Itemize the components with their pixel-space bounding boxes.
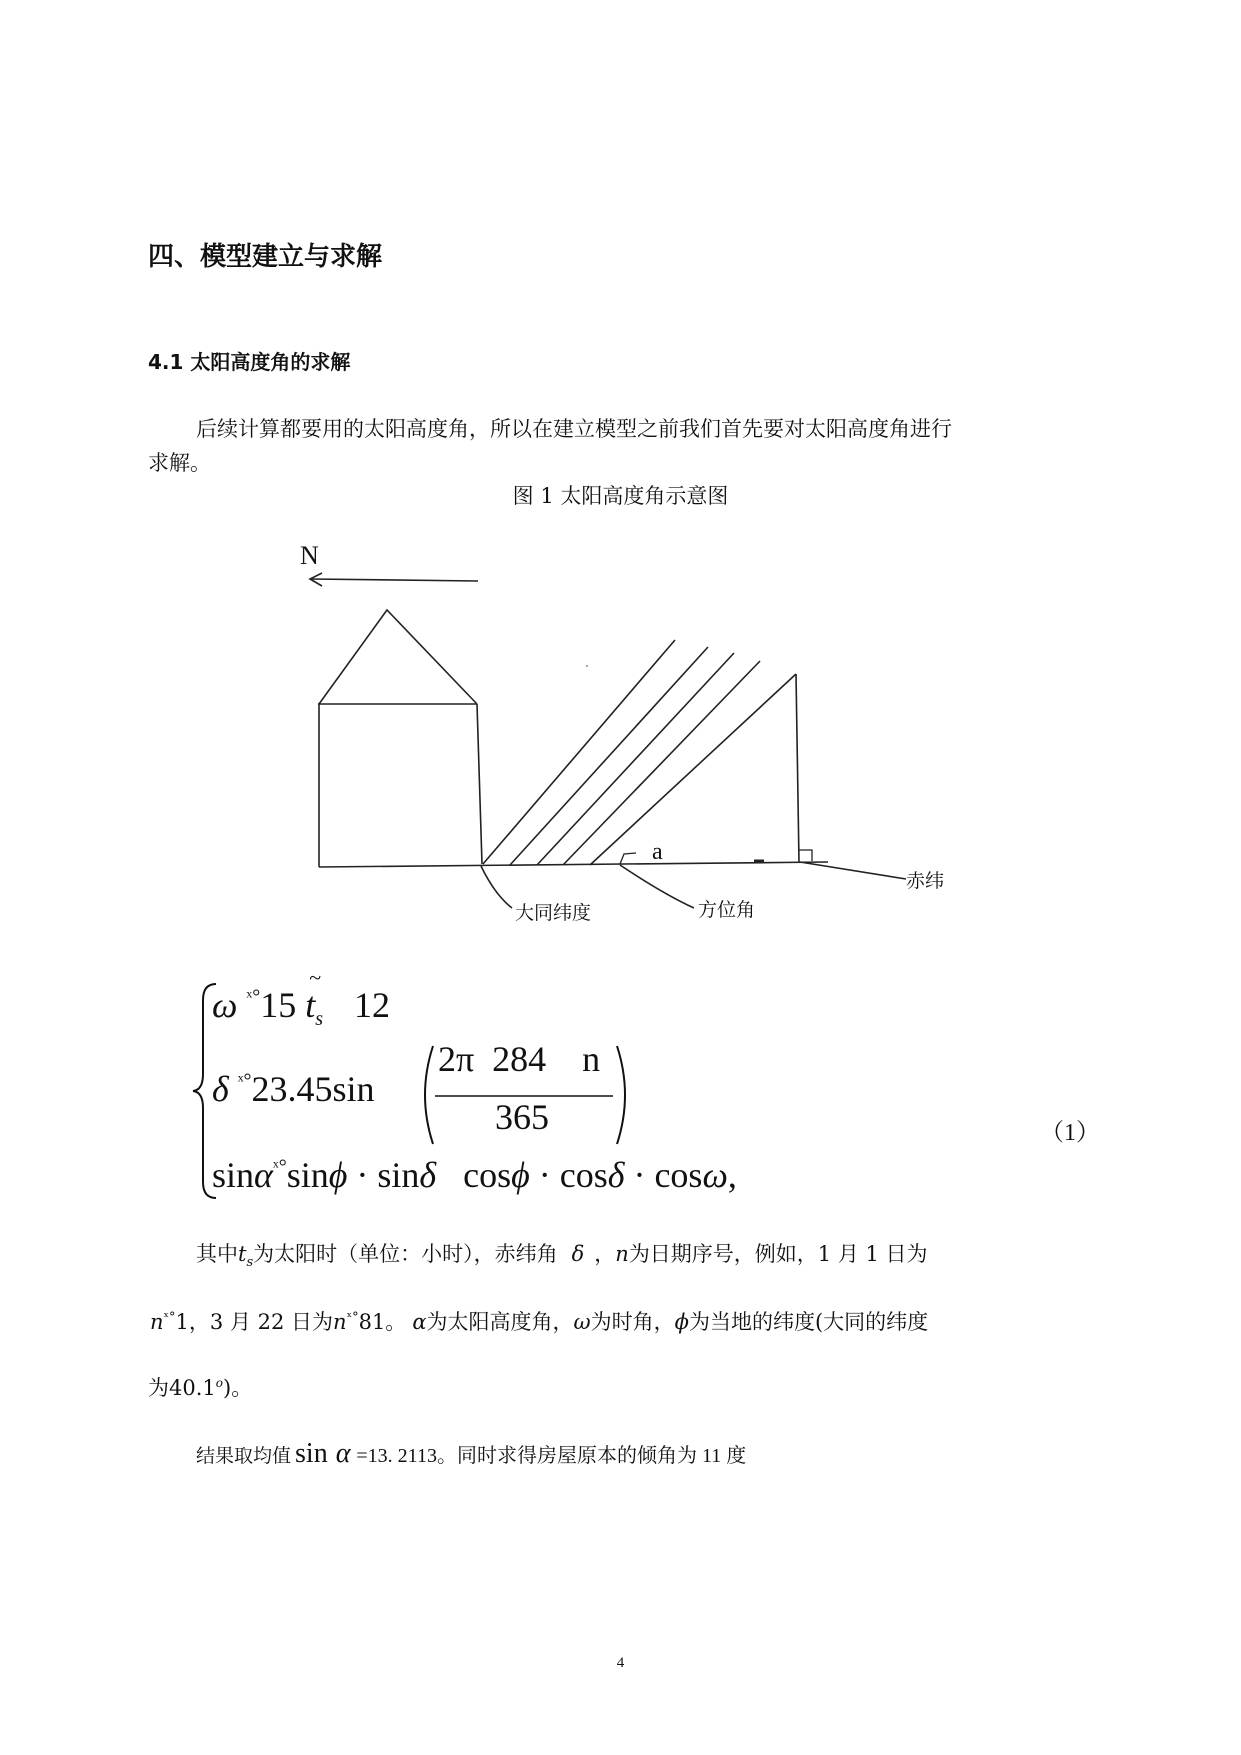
sun-ray-4 xyxy=(563,661,760,865)
equals-glyph: ˣ° xyxy=(246,986,261,1008)
equation-row-3: sinα$^{ˣ^\circ}$sinϕ · sinδ cosϕ · cosδ · cosω, xyxy=(212,1155,737,1195)
solar-time-symbol: t ~ $_s$ xyxy=(305,965,324,1031)
result-line: 结果取均值 sin α =13. 2113。同时求得房屋原本的倾角为 11 度 xyxy=(196,1438,747,1469)
figure-caption: 图 1 太阳高度角示意图 xyxy=(512,484,729,508)
equation-row-2 xyxy=(212,1068,375,1110)
fraction-denominator: 365 xyxy=(495,1097,549,1137)
equation-row-1 xyxy=(212,965,391,1031)
label-azimuth: 方位角 xyxy=(698,899,756,921)
stray-dot xyxy=(586,665,588,667)
house-right-wall xyxy=(477,704,482,864)
subsection-title: 4.1 太阳高度角的求解 xyxy=(148,350,351,374)
right-angle-mark xyxy=(798,850,812,861)
label-declination: 赤纬 xyxy=(906,870,945,892)
intro-line-2: 求解。 xyxy=(148,451,211,475)
fraction-numerator: 2π 284 n xyxy=(438,1039,601,1079)
angle-arc xyxy=(620,853,636,864)
coefficient-15: 15 xyxy=(260,985,306,1025)
sun-ray-2 xyxy=(510,647,708,865)
sun-ray-1 xyxy=(483,640,675,864)
label-latitude: 大同纬度 xyxy=(515,902,592,924)
constant-12: 12 xyxy=(354,985,391,1025)
section-title: 四、模型建立与求解 xyxy=(148,242,383,272)
north-label: N xyxy=(300,541,319,570)
latitude-leader xyxy=(481,866,512,908)
north-arrow-line xyxy=(310,579,478,581)
page-number: 4 xyxy=(616,1655,625,1671)
delta-symbol: δ xyxy=(212,1069,229,1109)
explanation-line-2: $n^{ˣ^\circ}1$，3 月 22 日为$n^{ˣ^\circ}81$。 α为太阳高度角，ω为时角，ϕ为当地的纬度(大同的纬度 xyxy=(150,1310,929,1334)
explanation-line-3: 为40.1$^o$)。 xyxy=(148,1376,253,1400)
omega-symbol: ω xyxy=(212,985,238,1025)
house-roof xyxy=(319,610,477,704)
pole-line xyxy=(796,674,799,862)
coefficient-sin: 23.45sin xyxy=(251,1069,375,1109)
equals-glyph: ˣ° xyxy=(237,1070,252,1092)
azimuth-leader xyxy=(620,865,694,908)
ground-line xyxy=(319,862,828,867)
intro-line-1: 后续计算都要用的太阳高度角，所以在建立模型之前我们首先要对太阳高度角进行 xyxy=(196,417,952,441)
equation-number: （1） xyxy=(1040,1120,1100,1146)
explanation-line-1: 其中$t_s$为太阳时（单位：小时），赤纬角 δ ，n为日期序号，例如，1 月 1 日为 xyxy=(196,1242,928,1271)
declination-leader xyxy=(800,862,906,879)
angle-label: a xyxy=(652,839,663,865)
